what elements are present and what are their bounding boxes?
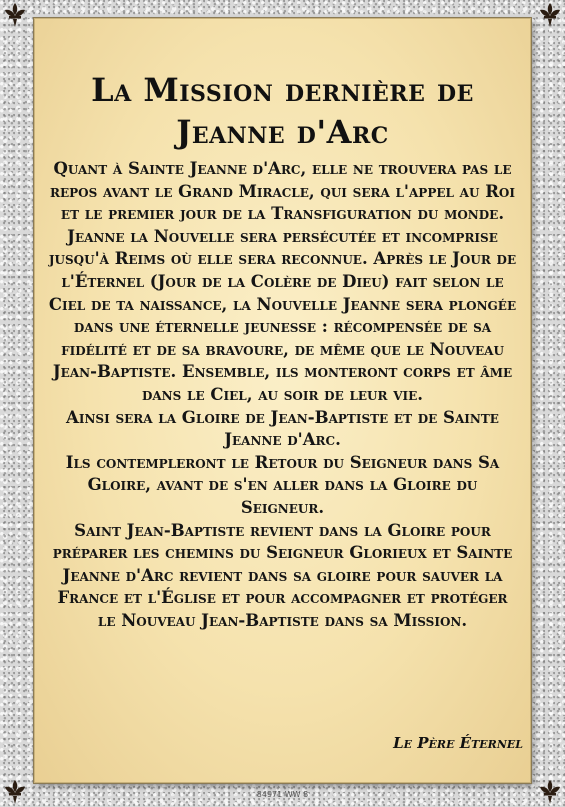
paragraph: Ainsi sera la Gloire de Jean-Baptiste et de Sainte Jeanne d'Arc. [66, 407, 499, 450]
fleur-de-lis-icon [535, 0, 565, 30]
fleur-de-lis-icon [0, 777, 30, 807]
fleur-de-lis-icon [535, 777, 565, 807]
paragraph: Quant à Sainte Jeanne d'Arc, elle ne trouvera pas le repos avant le Grand Miracle, qui sera l'appel au Roi et le premier jour de la Transfiguration du monde. Jeanne la Nouvelle sera persécutée et incomprise jusqu'à Reims où elle sera reconnue. Après le Jour de l'Éternel (Jour de la Colère de Dieu) fait selon le Ciel de ta naissance, la Nouvelle Jeanne sera plongée dans une éternelle jeunesse : récompensée de sa fidélité et de sa bravoure, de même que le Nouveau Jean-Baptiste. Ensemble, ils monteront corps et âme dans le Ciel, au soir de leur vie. [48, 159, 517, 404]
title-line-2: Jeanne d'Arc [176, 113, 389, 152]
fleur-de-lis-icon [0, 0, 30, 30]
prophecy-text [48, 158, 517, 632]
page-title [34, 69, 531, 153]
paragraph: Saint Jean-Baptiste revient dans la Gloire pour préparer les chemins du Seigneur Glorieux et Sainte Jeanne d'Arc revient dans sa gloire pour sauver la France et l'Église et pour accompagner et protéger le Nouveau Jean-Baptiste dans sa Mission. [52, 520, 513, 630]
title-line-1: La Mission dernière de [91, 71, 474, 110]
parchment-card [34, 18, 531, 783]
reference-number: 84971 WW 8 [256, 790, 309, 799]
paragraph: Ils contempleront le Retour du Seigneur dans Sa Gloire, avant de s'en aller dans la Gloire du Seigneur. [65, 452, 500, 517]
signature: Le Père Éternel [393, 734, 523, 752]
